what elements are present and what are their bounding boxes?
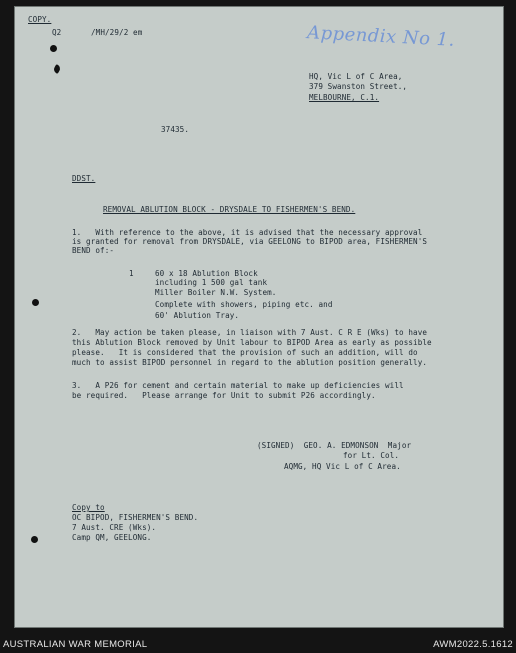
para-1-line-3: BEND of:- (72, 246, 115, 255)
para-2-line-1: 2. May action be taken please, in liaison with 7 Aust. C R E (Wks) to have (72, 328, 428, 337)
document-number: 37435. (161, 125, 190, 134)
signature-line-2: for Lt. Col. (343, 451, 400, 460)
para-1-line-1: 1. With reference to the above, it is advised that the necessary approval (72, 228, 423, 237)
item-line-1: 60 x 18 Ablution Block (155, 269, 258, 278)
archive-credit: AUSTRALIAN WAR MEMORIAL (3, 639, 148, 650)
item-quantity: 1 (129, 269, 134, 278)
para-2-line-2: this Ablution Block removed by Unit labour to BIPOD Area as early as possible (72, 338, 432, 347)
reference-q: Q2 (52, 28, 62, 37)
handwritten-annotation: Appendix No 1. (306, 22, 456, 51)
copy-label: COPY. (28, 15, 52, 24)
punch-hole (50, 45, 57, 52)
archive-reference: AWM2022.5.1612 (433, 639, 513, 650)
punch-hole (52, 64, 61, 74)
copy-to-line-3: Camp QM, GEELONG. (72, 533, 152, 542)
item-line-2: including 1 500 gal tank (155, 278, 268, 287)
address-line-1: HQ, Vic L of C Area, (309, 72, 403, 81)
document-page (14, 6, 504, 628)
address-line-2: 379 Swanston Street., (309, 82, 408, 91)
para-3-line-1: 3. A P26 for cement and certain material to make up deficiencies will (72, 381, 404, 390)
signature-line-1: (SIGNED) GEO. A. EDMONSON Major (257, 441, 412, 450)
reference-file: /MH/29/2 em (91, 28, 143, 37)
signature-line-3: AQMG, HQ Vic L of C Area. (284, 462, 401, 471)
para-2-line-3: please. It is considered that the provision of such an addition, will do (72, 348, 418, 357)
address-line-3: MELBOURNE, C.1. (309, 93, 380, 102)
item-line-5: 60' Ablution Tray. (155, 311, 240, 320)
punch-hole (31, 536, 38, 543)
item-line-4: Complete with showers, piping etc. and (155, 300, 333, 309)
subject-line: REMOVAL ABLUTION BLOCK - DRYSDALE TO FISHERMEN'S BEND. (103, 205, 356, 214)
addressee: DDST. (72, 174, 96, 183)
punch-hole (32, 299, 39, 306)
item-line-3: Miller Boiler N.W. System. (155, 288, 277, 297)
copy-to-line-1: OC BIPOD, FISHERMEN'S BEND. (72, 513, 199, 522)
para-3-line-2: be required. Please arrange for Unit to submit P26 accordingly. (72, 391, 376, 400)
para-2-line-4: much to assist BIPOD personnel in regard to the ablution position generally. (72, 358, 428, 367)
copy-to-heading: Copy to (72, 503, 105, 512)
copy-to-line-2: 7 Aust. CRE (Wks). (72, 523, 157, 532)
para-1-line-2: is granted for removal from DRYSDALE, via GEELONG to BIPOD area, FISHERMEN'S (72, 237, 428, 246)
